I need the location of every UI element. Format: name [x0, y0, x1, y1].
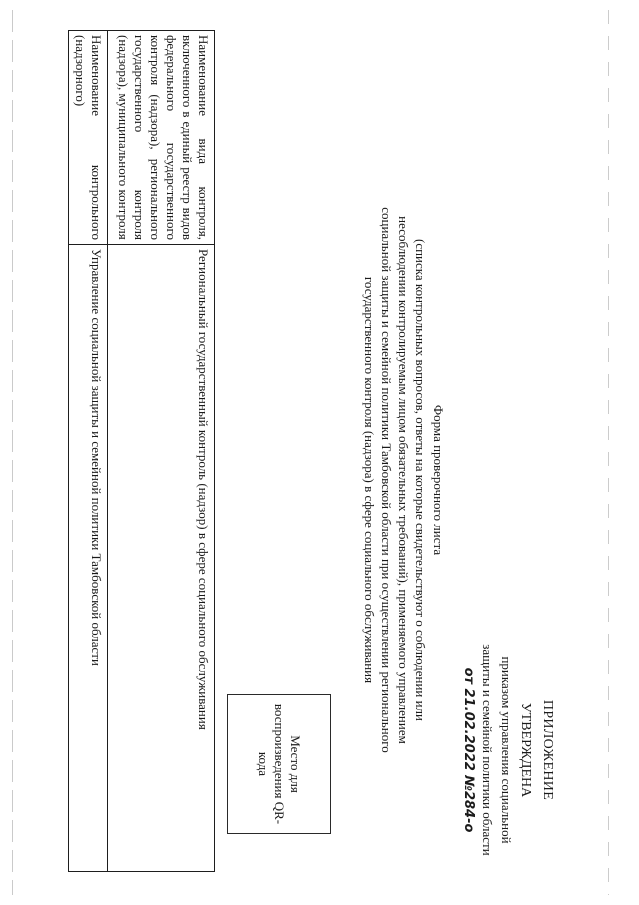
appendix-heading: ПРИЛОЖЕНИЕ	[540, 699, 555, 801]
form-title-block	[361, 200, 447, 760]
approval-block	[459, 600, 557, 900]
table-label-cell: Наименование вида контроля, включенного в единый реестр видов федерального государственного контроля (надзора), регионального государственного контроля (надзора), муниципального контроля	[108, 31, 215, 245]
approved-heading: УТВЕРЖДЕНА	[518, 702, 533, 798]
table-value-cell: Региональный государственный контроль (надзор) в сфере социального обслуживания	[108, 245, 215, 872]
scan-edge-bottom	[12, 10, 13, 895]
qr-placeholder-text: Место для воспроизведения QR-кода	[256, 703, 303, 825]
scan-edge-top	[608, 10, 609, 895]
table-label-cell: Наименование контрольного (надзорного)	[69, 31, 108, 245]
form-subtitle: (списка контрольных вопросов, ответы на которые свидетельствуют о соблюдении или несоблюдении контролируемым лицом обязательных требований), применяемого управлением социальной защиты и семейной политики Тамбовской области при осуществлении регионального государственного контроля (надзора) в сфере социального обслуживания	[362, 207, 428, 753]
approval-date-number: от 21.02.2022 №284-о	[461, 667, 476, 833]
table-row	[108, 31, 215, 872]
control-info-table	[68, 30, 215, 872]
form-title: Форма проверочного листа	[431, 404, 446, 556]
table-value-cell: Управление социальной защиты и семейной политики Тамбовской области	[69, 245, 108, 872]
approval-order-line: приказом управления социальной	[499, 656, 514, 844]
qr-code-placeholder	[227, 694, 331, 834]
table-row	[69, 31, 108, 872]
approval-authority-line: защиты и семейной политики области	[480, 644, 495, 856]
